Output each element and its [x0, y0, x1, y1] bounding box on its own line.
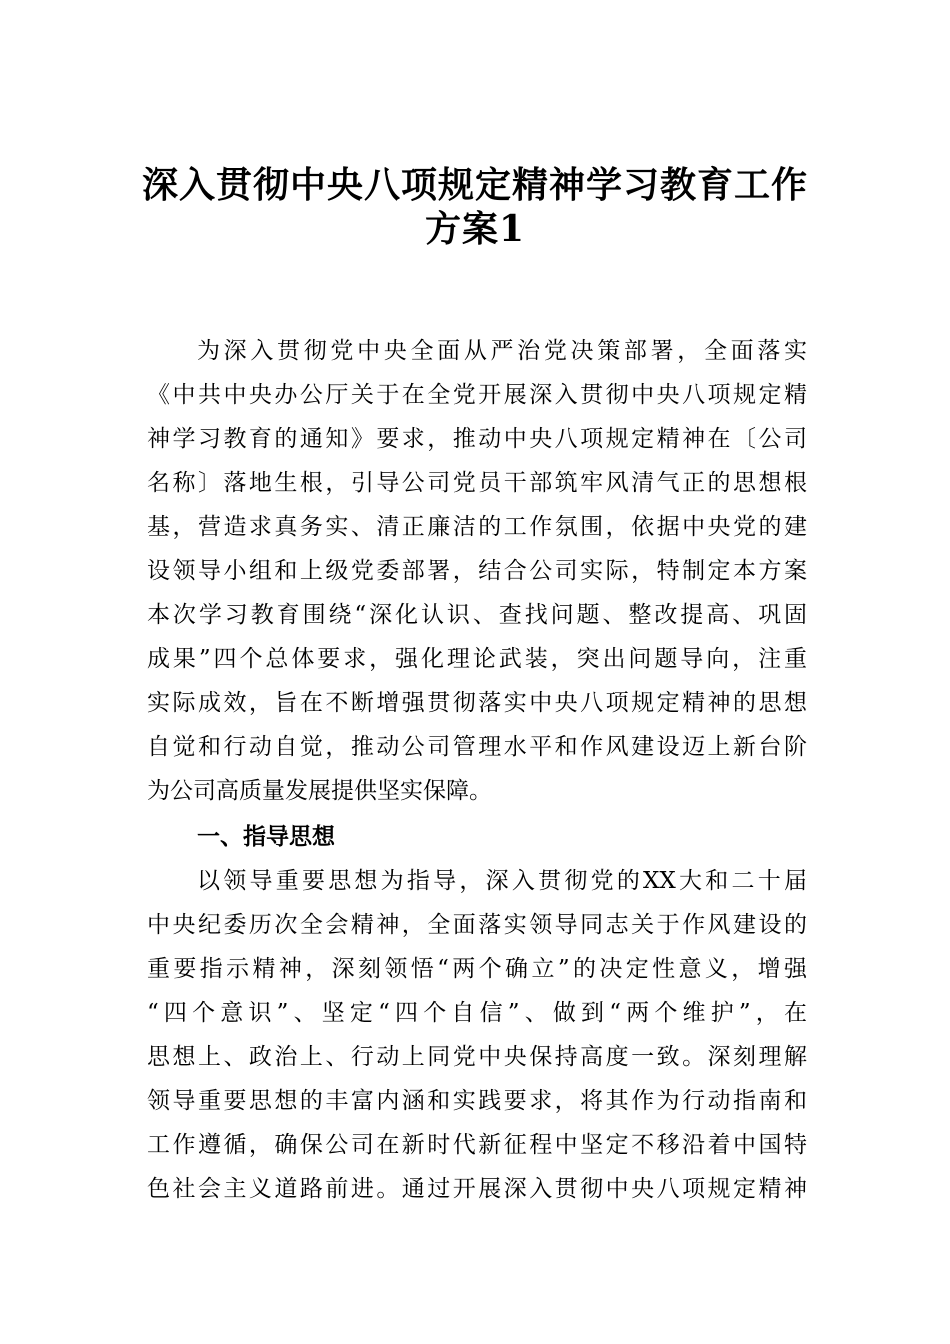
paragraph-2-line: 以领导重要思想为指导，深入贯彻党的XX大和二十届 [197, 868, 807, 894]
paragraph-2-line: 色社会主义道路前进。通过开展深入贯彻中央八项规定精神 [147, 1176, 807, 1202]
paragraph-2-line: 思想上、政治上、行动上同党中央保持高度一致。深刻理解 [147, 1044, 807, 1070]
paragraph-2-line: “四个意识”、坚定“四个自信”、做到“两个维护”，在 [147, 1000, 807, 1026]
document-title-line-1: 深入贯彻中央八项规定精神学习教育工作 [141, 164, 808, 206]
section-heading: 一、指导思想 [197, 824, 335, 850]
paragraph-1-line: 自觉和行动自觉，推动公司管理水平和作风建设迈上新台阶 [147, 734, 807, 760]
document-title-line-2: 方案1 [424, 208, 526, 250]
paragraph-1-line: 成果”四个总体要求，强化理论武装，突出问题导向，注重 [147, 646, 807, 672]
paragraph-2-line: 重要指示精神，深刻领悟“两个确立”的决定性意义，增强 [147, 956, 807, 982]
paragraph-1-line: 名称〕落地生根，引导公司党员干部筑牢风清气正的思想根 [147, 470, 807, 496]
paragraph-2-line: 工作遵循，确保公司在新时代新征程中坚定不移沿着中国特 [147, 1132, 807, 1158]
paragraph-1-line: 神学习教育的通知》要求，推动中央八项规定精神在〔公司 [147, 426, 807, 452]
paragraph-1-line: 设领导小组和上级党委部署，结合公司实际，特制定本方案 [147, 558, 807, 584]
paragraph-1-line: 本次学习教育围绕“深化认识、查找问题、整改提高、巩固 [147, 602, 807, 628]
paragraph-2-line: 领导重要思想的丰富内涵和实践要求，将其作为行动指南和 [147, 1088, 807, 1114]
paragraph-1-line: 为深入贯彻党中央全面从严治党决策部署，全面落实 [197, 338, 807, 364]
paragraph-2-line: 中央纪委历次全会精神，全面落实领导同志关于作风建设的 [147, 912, 807, 938]
paragraph-1-line: 《中共中央办公厅关于在全党开展深入贯彻中央八项规定精 [147, 382, 807, 408]
paragraph-1-line: 基，营造求真务实、清正廉洁的工作氛围，依据中央党的建 [147, 514, 807, 540]
paragraph-1-line: 实际成效，旨在不断增强贯彻落实中央八项规定精神的思想 [147, 690, 807, 716]
paragraph-1-line: 为公司高质量发展提供坚实保障。 [147, 778, 492, 804]
